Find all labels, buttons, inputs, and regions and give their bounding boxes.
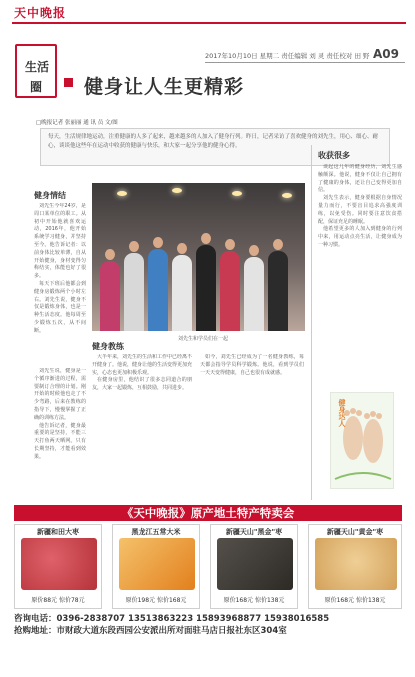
paragraph: 刘先生说，健身是一个循序渐进的过程，需要制订合理的计划。刚开始的时候他也走了不少弯路，后来在教练的指导下，慢慢掌握了正确的训练方法。 <box>34 368 86 421</box>
illustration-caption: 健身达人 <box>338 399 346 427</box>
paragraph: 刘先生表示，健身要根据自身情况量力而行，不要盲目追求高强度训练，以免受伤。同时要注意饮食搭配，保证充足的睡眠。 <box>318 195 402 225</box>
person <box>244 257 264 331</box>
paragraph: 刘先生今年24岁，是周口某单位的职工。从初中开始他就喜欢运动，2016年，他开始系统学习健身，并坚持至今。他告诉记者：以前身体比较单薄，自从开始健身，身材变得匀称结实，体能也好了很多。 <box>34 203 86 280</box>
person-head <box>153 237 163 248</box>
product-card <box>112 524 200 609</box>
product-price: 原价88元 惊价78元 <box>31 597 85 604</box>
page-meta: 2017年10月10日 星期二 责任编辑 刘 灵 责任校对 田 野 <box>205 52 370 60</box>
ad-banner: 《天中晚报》原产地土特产特卖会 <box>14 505 402 521</box>
paragraph: 他希望更多的人加入到健身的行列中来，用运动点亮生活，让健身成为一种习惯。 <box>318 226 402 248</box>
product-card <box>308 524 402 609</box>
subheading-gains: 收获很多 <box>318 151 350 160</box>
person-head <box>249 245 259 256</box>
article-column-2 <box>92 354 192 498</box>
article-photo <box>92 183 305 331</box>
masthead-rule <box>12 22 406 24</box>
headline-marker <box>64 78 73 87</box>
product-title: 新疆天山"黄金"枣 <box>326 528 384 536</box>
fitness-illustration <box>330 392 394 489</box>
article-byline: □晚报记者 张丽丽 通 讯 员 文/图 <box>36 120 118 126</box>
product-price: 原价168元 惊价138元 <box>324 597 386 604</box>
ad-phone: 咨询电话：0396-2838707 13513863223 15893968877 15938016585 <box>14 614 330 624</box>
person <box>220 251 240 331</box>
product-title: 新疆和田大枣 <box>37 528 79 536</box>
person <box>100 261 120 331</box>
product-title: 新疆天山"黑金"枣 <box>225 528 283 536</box>
paragraph: 大半年来，刘先生的生活和工作中已经离不开健身了。他说，健身让他的生活变得更加充实，心态也更加积极乐观。 <box>92 354 192 376</box>
product-image <box>21 538 97 590</box>
meta-rule <box>205 62 405 63</box>
product-image <box>315 538 397 590</box>
paragraph: 如今，刘先生已经成为了一名健身教练，每天都会指导学员科学锻炼。他说，看到学员们一天天变得健康，自己也很有成就感。 <box>200 354 304 376</box>
product-title: 黑龙江五常大米 <box>131 528 181 536</box>
newspaper-logo: 天中晚报 <box>14 6 67 20</box>
column-divider <box>311 145 312 500</box>
person-head <box>105 249 115 260</box>
person <box>268 251 288 331</box>
product-card <box>14 524 102 609</box>
article-column-1b <box>34 368 86 498</box>
paragraph: 他告诉记者，健身最重要的是坚持，不能三天打鱼两天晒网。只有长期坚持，才能看到效果。 <box>34 422 86 460</box>
section-label-line1: 生活 <box>25 60 50 74</box>
person-head <box>129 241 139 252</box>
product-price: 原价198元 惊价168元 <box>125 597 187 604</box>
page-number: A09 <box>373 47 399 61</box>
product-price: 原价168元 惊价138元 <box>223 597 285 604</box>
person <box>124 253 144 331</box>
person <box>196 245 216 331</box>
product-card <box>210 524 298 609</box>
product-image <box>119 538 195 590</box>
person-head <box>273 239 283 250</box>
photo-caption: 刘先生和学员们在一起 <box>178 336 229 342</box>
product-image <box>217 538 293 590</box>
person-head <box>177 243 187 254</box>
ceiling-light <box>117 191 127 196</box>
paragraph: 在健身房里，他结识了很多志同道合的朋友，大家一起锻炼，互相鼓励，共同进步。 <box>92 377 192 392</box>
subheading-coach: 健身教练 <box>92 342 124 351</box>
article-headline: 健身让人生更精彩 <box>84 76 245 98</box>
article-lead: 每天，生活规律地运动，注重健康的人多了起来，越来越多的人加入了健身行列。昨日，记者采访了喜欢健身的刘先生，用心、细心、耐心，谈谈他这些年在运动中收获的健康与快乐，和大家一起分享他的健身心得。 <box>40 128 390 166</box>
person-head <box>225 239 235 250</box>
subheading-fitness-passion: 健身情结 <box>34 191 66 200</box>
person <box>148 249 168 331</box>
ad-address: 抢购地址：市财政大道东段西园公安派出所对面驻马店日报社东区304室 <box>14 626 287 636</box>
person <box>172 255 192 331</box>
person-head <box>201 233 211 244</box>
article-column-3 <box>200 354 304 498</box>
ceiling-light <box>172 188 182 193</box>
article-column-1 <box>34 203 86 363</box>
ceiling-light <box>232 191 242 196</box>
ceiling-light <box>282 193 292 198</box>
paragraph: 谈起这几年的健身经历，刘先生感触颇深。他说，健身不仅让自己拥有了健康的身体，还让自己变得更加自信。 <box>318 164 402 194</box>
article-column-4 <box>318 164 402 386</box>
section-label-line2: 圈 <box>30 80 43 94</box>
paragraph: 每天下班后他都会到健身房锻炼两个小时左右。刘先生说，健身不仅是锻炼身体，也是一种生活态度。他每周至少锻炼五次，从不间断。 <box>34 280 86 334</box>
